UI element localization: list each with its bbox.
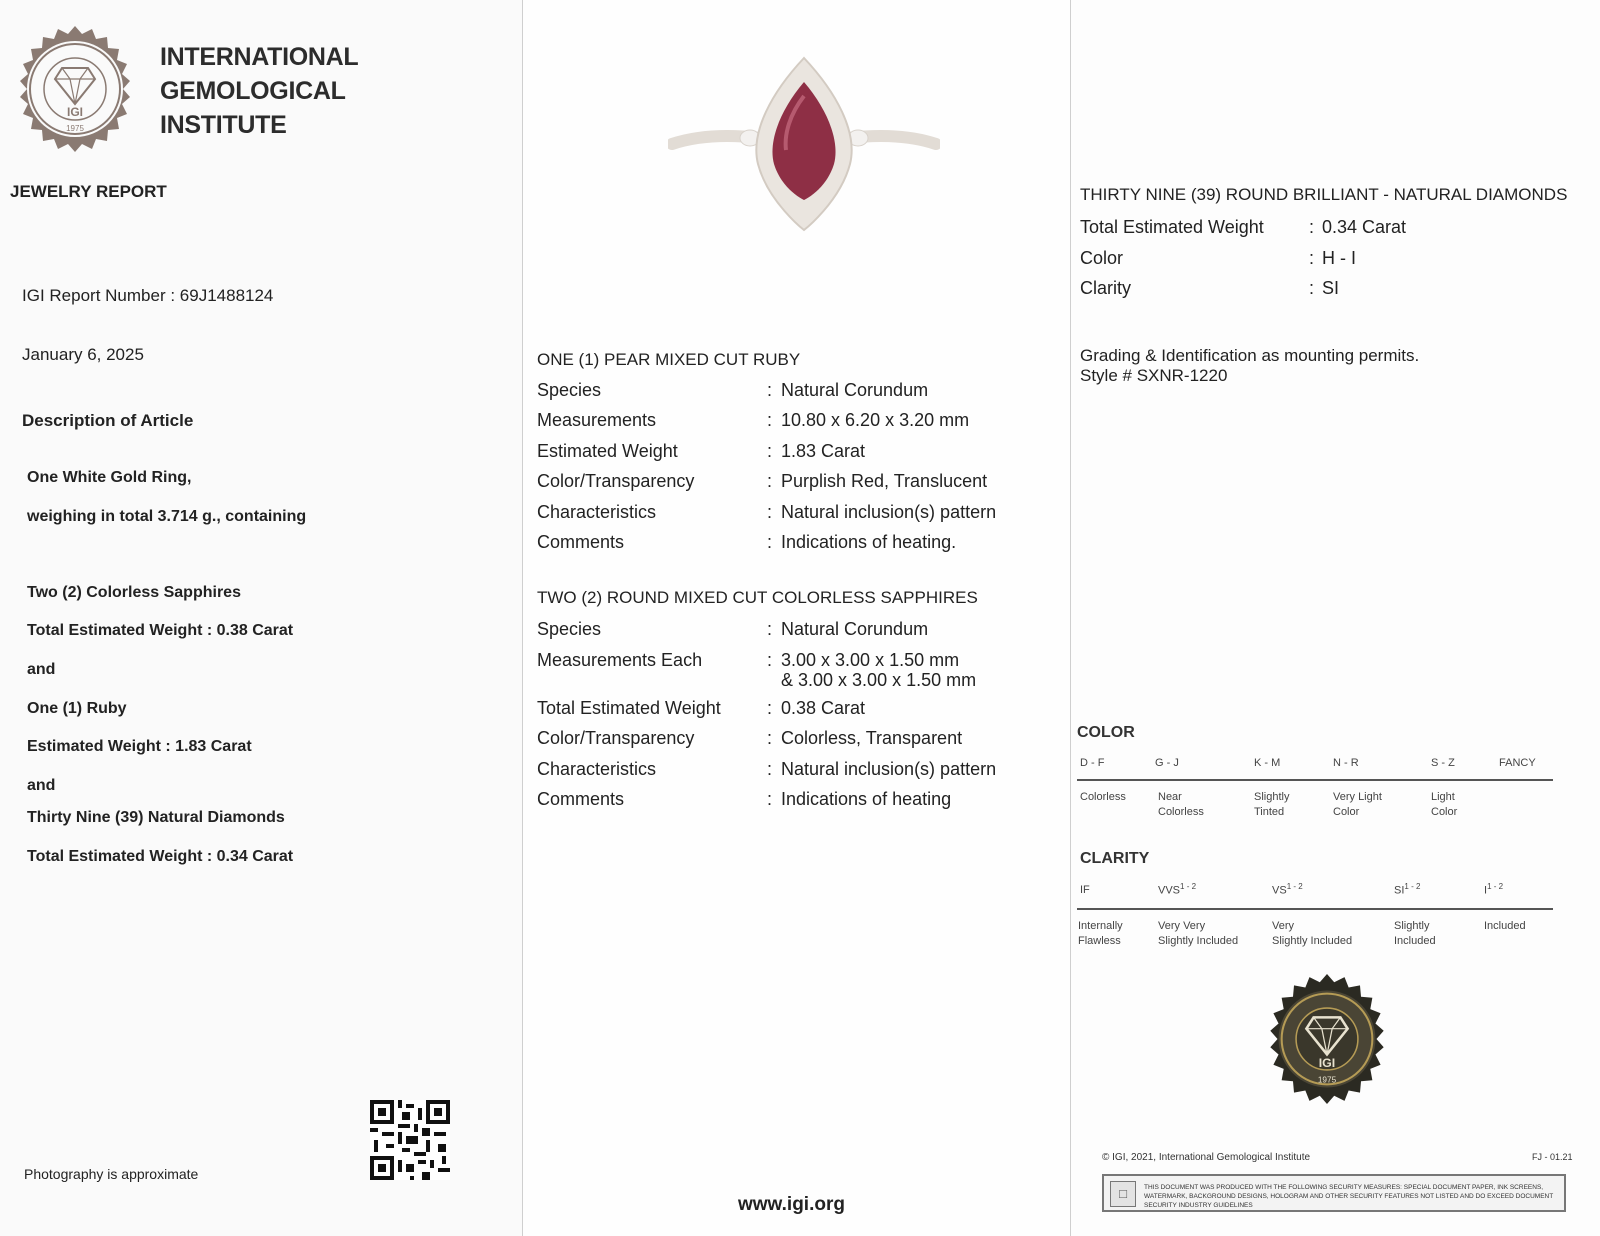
description-line: and xyxy=(27,661,56,678)
institute-line-1: INTERNATIONAL xyxy=(160,43,359,71)
row-key: Measurements xyxy=(537,410,657,430)
row-key: Characteristics xyxy=(537,759,657,779)
row-key: Species xyxy=(537,619,602,639)
row-colon: : xyxy=(767,650,773,670)
copyright: © IGI, 2021, International Gemological Institute xyxy=(1102,1152,1311,1163)
row-key: Measurements Each xyxy=(537,650,703,670)
row-value: 0.34 Carat xyxy=(1322,217,1407,237)
row-colon: : xyxy=(767,759,773,779)
hologram-seal-icon xyxy=(1260,972,1394,1106)
clarity-grade: SI$^{1 - 2}$ xyxy=(1394,882,1421,897)
row-key: Estimated Weight xyxy=(537,441,678,461)
row-colon: : xyxy=(767,441,773,461)
description-line: One (1) Ruby xyxy=(27,700,127,717)
clarity-grade: VVS$^{1 - 2}$ xyxy=(1158,882,1197,897)
color-description: Colorless xyxy=(1080,791,1126,803)
row-key: Total Estimated Weight xyxy=(537,698,721,718)
row-key: Color/Transparency xyxy=(537,471,695,491)
row-colon: : xyxy=(767,532,773,552)
color-grade: K - M xyxy=(1254,757,1281,769)
row-value: Purplish Red, Translucent xyxy=(781,471,988,491)
color-grade: N - R xyxy=(1333,757,1359,769)
description-line: weighing in total 3.714 g., containing xyxy=(27,508,307,525)
ruby-title: ONE (1) PEAR MIXED CUT RUBY xyxy=(537,350,801,369)
row-value: Natural Corundum xyxy=(781,619,929,639)
security-box xyxy=(1102,1174,1566,1212)
clarity-description: Very Very Slightly Included xyxy=(1158,920,1239,947)
clarity-grade: IF xyxy=(1080,884,1090,896)
row-colon: : xyxy=(767,619,773,639)
row-value: 3.00 x 3.00 x 1.50 mm xyxy=(781,650,960,670)
row-key: Species xyxy=(537,380,602,400)
row-colon: : xyxy=(767,789,773,809)
color-scale-rule xyxy=(1077,779,1553,781)
clarity-description: Included xyxy=(1484,920,1526,932)
row-colon: : xyxy=(767,698,773,718)
row-value: Colorless, Transparent xyxy=(781,728,963,748)
form-code: FJ - 01.21 xyxy=(1532,1152,1573,1162)
description-line: One White Gold Ring, xyxy=(27,469,192,486)
clarity-grade: $I^{1 - 2}$ xyxy=(1484,882,1504,897)
report-number-label: IGI Report Number : xyxy=(22,286,176,305)
report-number: 69J1488124 xyxy=(179,286,274,305)
row-value: 1.83 Carat xyxy=(781,441,866,461)
qr-code[interactable] xyxy=(370,1100,450,1180)
color-grade: FANCY xyxy=(1499,757,1536,769)
row-key: Color/Transparency xyxy=(537,728,695,748)
igi-seal-logo xyxy=(10,24,140,154)
description-line: Two (2) Colorless Sapphires xyxy=(27,584,241,601)
row-value: Natural Corundum xyxy=(781,380,929,400)
website-link[interactable]: www.igi.org xyxy=(738,1194,845,1215)
description-line: Thirty Nine (39) Natural Diamonds xyxy=(27,809,285,826)
ring-photo xyxy=(668,52,940,242)
diamonds-title: THIRTY NINE (39) ROUND BRILLIANT - NATURAL DIAMONDS xyxy=(1080,185,1568,204)
photo-note: Photography is approximate xyxy=(24,1166,199,1182)
row-colon: : xyxy=(1309,278,1315,298)
row-colon: : xyxy=(1309,248,1315,268)
lock-icon: □ xyxy=(1110,1181,1136,1207)
row-colon: : xyxy=(767,502,773,522)
clarity-description: Very Slightly Included xyxy=(1272,920,1353,947)
institute-line-3: INSTITUTE xyxy=(160,111,287,139)
row-key: Comments xyxy=(537,789,625,809)
row-value: Indications of heating xyxy=(781,789,952,809)
report-number-line xyxy=(22,286,273,306)
row-colon: : xyxy=(767,471,773,491)
color-grade: G - J xyxy=(1155,757,1179,769)
row-value: 0.38 Carat xyxy=(781,698,866,718)
row-colon: : xyxy=(1309,217,1315,237)
clarity-scale-title: CLARITY xyxy=(1080,850,1150,867)
grading-remark: Grading & Identification as mounting permits. xyxy=(1080,346,1420,365)
description-heading: Description of Article xyxy=(22,411,194,430)
sapphires-title: TWO (2) ROUND MIXED CUT COLORLESS SAPPHIRES xyxy=(537,588,978,607)
row-value: H - I xyxy=(1322,248,1356,268)
security-note: THIS DOCUMENT WAS PRODUCED WITH THE FOLLOWING SECURITY MEASURES: SPECIAL DOCUMENT PAPER, INK SCREENS, WATERMARK, BACKGROUND DESIGNS, HOLOGRAM AND OTHER SECURITY FEATURES NOT LISTED AND DO EXCEED DOCUMENT SECURITY INDUSTRY GUIDELINES xyxy=(1144,1184,1554,1209)
color-grade: S - Z xyxy=(1431,757,1455,769)
row-key: Total Estimated Weight xyxy=(1080,217,1264,237)
report-date: January 6, 2025 xyxy=(22,345,144,364)
description-line: Total Estimated Weight : 0.34 Carat xyxy=(27,848,294,865)
clarity-description: Internally Flawless xyxy=(1078,920,1123,947)
row-value: Indications of heating. xyxy=(781,532,957,552)
row-key: Comments xyxy=(537,532,625,552)
row-value: Natural inclusion(s) pattern xyxy=(781,759,997,779)
color-grade: D - F xyxy=(1080,757,1105,769)
institute-name xyxy=(160,40,358,142)
institute-line-2: GEMOLOGICAL xyxy=(160,77,346,105)
row-value: & 3.00 x 3.00 x 1.50 mm xyxy=(781,670,977,690)
row-value: 10.80 x 6.20 x 3.20 mm xyxy=(781,410,970,430)
clarity-description: Slightly Included xyxy=(1394,920,1436,947)
svg-text:IGI: IGI xyxy=(1318,1055,1336,1070)
row-colon: : xyxy=(767,728,773,748)
clarity-grade: VS$^{1 - 2}$ xyxy=(1272,882,1303,897)
row-key: Color xyxy=(1080,248,1124,268)
svg-text:1975: 1975 xyxy=(1317,1075,1337,1085)
row-key: Characteristics xyxy=(537,502,657,522)
description-line: and xyxy=(27,777,56,794)
style-number: Style # SXNR-1220 xyxy=(1080,366,1228,385)
svg-text:1975: 1975 xyxy=(66,124,84,133)
color-description: Near Colorless xyxy=(1158,791,1204,818)
description-line: Total Estimated Weight : 0.38 Carat xyxy=(27,622,294,639)
row-colon: : xyxy=(767,410,773,430)
description-line: Estimated Weight : 1.83 Carat xyxy=(27,738,252,755)
color-scale-title: COLOR xyxy=(1077,724,1135,741)
clarity-scale-rule xyxy=(1077,908,1553,910)
row-value: Natural inclusion(s) pattern xyxy=(781,502,997,522)
row-key: Clarity xyxy=(1080,278,1132,298)
color-description: Slightly Tinted xyxy=(1254,791,1290,818)
report-type: JEWELRY REPORT xyxy=(10,182,167,201)
svg-text:IGI: IGI xyxy=(66,105,84,119)
color-description: Light Color xyxy=(1431,791,1458,818)
color-description: Very Light Color xyxy=(1333,791,1382,818)
row-colon: : xyxy=(767,380,773,400)
row-value: SI xyxy=(1322,278,1340,298)
